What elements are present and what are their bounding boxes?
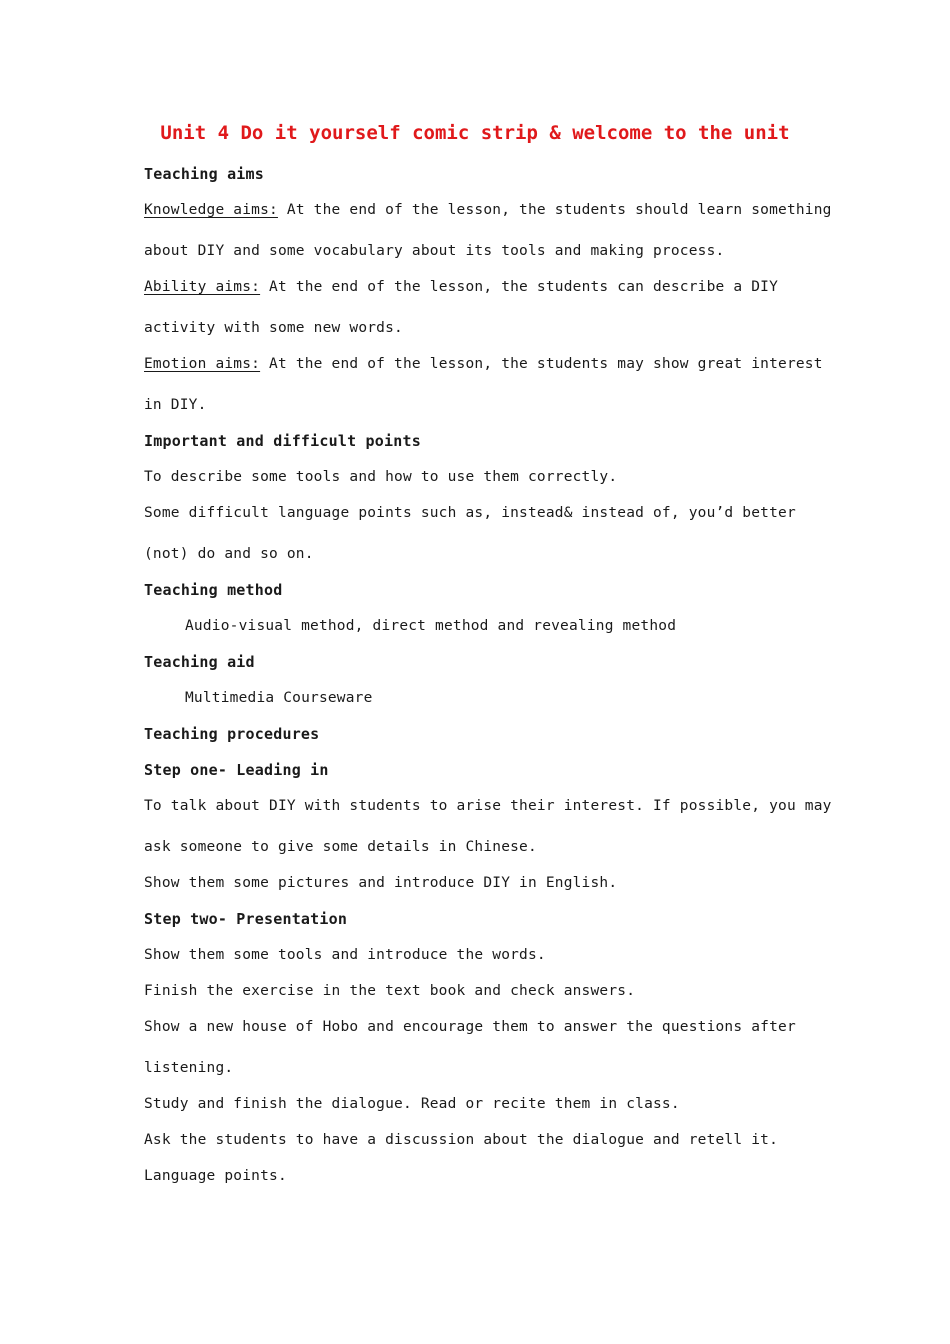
step-one-line: To talk about DIY with students to arise their interest. If possible, you may bbox=[144, 798, 832, 814]
knowledge-aims-line bbox=[144, 200, 832, 220]
emotion-aims-label: Emotion aims: bbox=[144, 356, 261, 372]
step-two-line: Finish the exercise in the text book and check answers. bbox=[144, 983, 636, 999]
ability-aims-label: Ability aims: bbox=[144, 279, 261, 295]
important-points-line: To describe some tools and how to use them correctly. bbox=[144, 469, 618, 485]
section-heading-teaching-aid: Teaching aid bbox=[144, 653, 255, 671]
document-title: Unit 4 Do it yourself comic strip & welcome to the unit bbox=[160, 122, 790, 144]
step-two-heading: Step two- Presentation bbox=[144, 910, 348, 928]
step-two-line: Show a new house of Hobo and encourage them to answer the questions after bbox=[144, 1019, 796, 1035]
important-points-line: Some difficult language points such as, instead& instead of, you’d better bbox=[144, 505, 796, 521]
ability-aims-line bbox=[144, 277, 778, 297]
step-one-line: Show them some pictures and introduce DIY in English. bbox=[144, 875, 618, 891]
step-two-line: listening. bbox=[144, 1060, 234, 1076]
section-heading-teaching-aims: Teaching aims bbox=[144, 165, 264, 183]
teaching-aid-text: Multimedia Courseware bbox=[185, 690, 373, 706]
section-heading-teaching-procedures: Teaching procedures bbox=[144, 725, 320, 743]
important-points-line: (not) do and so on. bbox=[144, 546, 314, 562]
step-two-line: Study and finish the dialogue. Read or recite them in class. bbox=[144, 1096, 680, 1112]
step-two-line: Language points. bbox=[144, 1168, 287, 1184]
knowledge-aims-label: Knowledge aims: bbox=[144, 202, 278, 218]
teaching-method-text: Audio-visual method, direct method and revealing method bbox=[185, 618, 677, 634]
step-two-line: Show them some tools and introduce the words. bbox=[144, 947, 546, 963]
step-one-heading: Step one- Leading in bbox=[144, 761, 329, 779]
knowledge-aims-text-continued: about DIY and some vocabulary about its tools and making process. bbox=[144, 243, 725, 259]
section-heading-important-points: Important and difficult points bbox=[144, 432, 421, 450]
emotion-aims-text: At the end of the lesson, the students may show great interest bbox=[260, 356, 823, 372]
step-one-line: ask someone to give some details in Chinese. bbox=[144, 839, 537, 855]
ability-aims-text-continued: activity with some new words. bbox=[144, 320, 403, 336]
ability-aims-text: At the end of the lesson, the students can describe a DIY bbox=[260, 279, 779, 295]
emotion-aims-line bbox=[144, 354, 823, 374]
knowledge-aims-text: At the end of the lesson, the students should learn something bbox=[277, 202, 832, 218]
step-two-line: Ask the students to have a discussion about the dialogue and retell it. bbox=[144, 1132, 779, 1148]
section-heading-teaching-method: Teaching method bbox=[144, 581, 283, 599]
emotion-aims-text-continued: in DIY. bbox=[144, 397, 207, 413]
